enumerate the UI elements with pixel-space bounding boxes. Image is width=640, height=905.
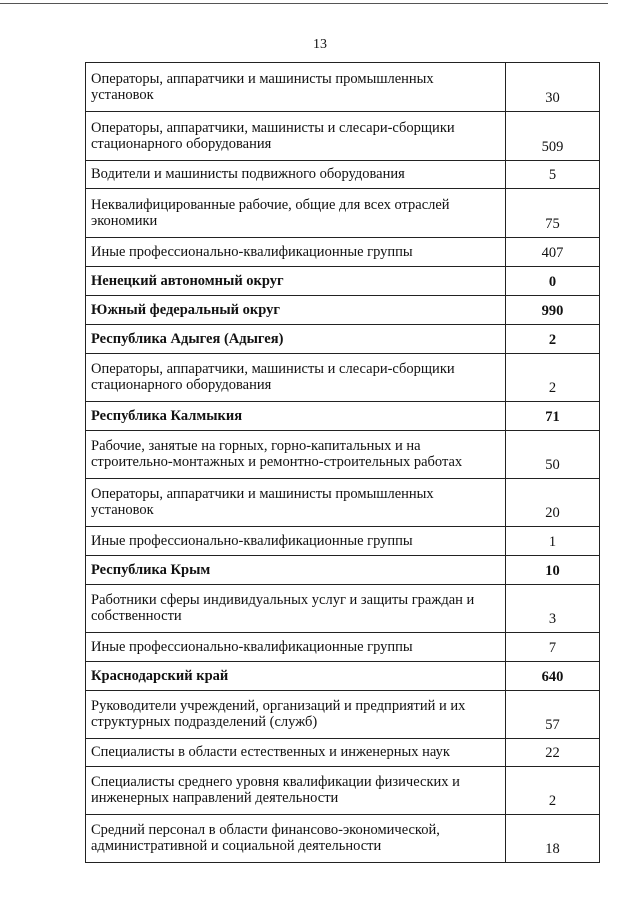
table-row	[86, 479, 600, 527]
row-value: 50	[506, 431, 600, 479]
row-label: Операторы, аппаратчики, машинисты и слесари-сборщики стационарного оборудования	[86, 112, 506, 161]
row-label: Республика Адыгея (Адыгея)	[86, 325, 506, 354]
row-value: 2	[506, 767, 600, 815]
top-rule	[0, 3, 608, 4]
row-label: Специалисты в области естественных и инженерных наук	[86, 739, 506, 767]
table-row	[86, 662, 600, 691]
row-value: 2	[506, 325, 600, 354]
row-value: 57	[506, 691, 600, 739]
table-row	[86, 527, 600, 556]
row-value: 990	[506, 296, 600, 325]
row-label: Специалисты среднего уровня квалификации физических и инженерных направлений деятельности	[86, 767, 506, 815]
table-row	[86, 402, 600, 431]
row-label: Иные профессионально-квалификационные группы	[86, 527, 506, 556]
table-row	[86, 815, 600, 863]
row-value: 71	[506, 402, 600, 431]
table-row	[86, 296, 600, 325]
row-value: 75	[506, 189, 600, 238]
row-value: 0	[506, 267, 600, 296]
row-label: Иные профессионально-квалификационные группы	[86, 238, 506, 267]
table-row	[86, 112, 600, 161]
row-value: 509	[506, 112, 600, 161]
table-row	[86, 739, 600, 767]
row-label: Водители и машинисты подвижного оборудования	[86, 161, 506, 189]
row-value: 407	[506, 238, 600, 267]
row-value: 18	[506, 815, 600, 863]
quota-table	[85, 62, 600, 863]
row-label: Иные профессионально-квалификационные группы	[86, 633, 506, 662]
row-label: Операторы, аппаратчики и машинисты промышленных установок	[86, 63, 506, 112]
row-label: Республика Крым	[86, 556, 506, 585]
table-row	[86, 161, 600, 189]
table-row	[86, 354, 600, 402]
row-value: 5	[506, 161, 600, 189]
row-value: 7	[506, 633, 600, 662]
row-value: 1	[506, 527, 600, 556]
row-label: Ненецкий автономный округ	[86, 267, 506, 296]
row-value: 640	[506, 662, 600, 691]
row-value: 10	[506, 556, 600, 585]
row-label: Краснодарский край	[86, 662, 506, 691]
row-label: Операторы, аппаратчики и машинисты промышленных установок	[86, 479, 506, 527]
row-label: Работники сферы индивидуальных услуг и защиты граждан и собственности	[86, 585, 506, 633]
table-row	[86, 691, 600, 739]
row-label: Рабочие, занятые на горных, горно-капитальных и на строительно-монтажных и ремонтно-строительных работах	[86, 431, 506, 479]
table-row	[86, 189, 600, 238]
row-label: Неквалифицированные рабочие, общие для всех отраслей экономики	[86, 189, 506, 238]
table-row	[86, 585, 600, 633]
row-label: Операторы, аппаратчики, машинисты и слесари-сборщики стационарного оборудования	[86, 354, 506, 402]
table-row	[86, 63, 600, 112]
row-value: 22	[506, 739, 600, 767]
page-number: 13	[313, 37, 327, 52]
row-label: Средний персонал в области финансово-экономической, административной и социальной деятельности	[86, 815, 506, 863]
row-label: Южный федеральный округ	[86, 296, 506, 325]
row-value: 20	[506, 479, 600, 527]
row-value: 30	[506, 63, 600, 112]
row-label: Республика Калмыкия	[86, 402, 506, 431]
table-row	[86, 325, 600, 354]
table-row	[86, 267, 600, 296]
row-value: 2	[506, 354, 600, 402]
table-row	[86, 238, 600, 267]
table-row	[86, 767, 600, 815]
table-row	[86, 633, 600, 662]
table-row	[86, 431, 600, 479]
table-row	[86, 556, 600, 585]
row-label: Руководители учреждений, организаций и предприятий и их структурных подразделений (служб)	[86, 691, 506, 739]
row-value: 3	[506, 585, 600, 633]
